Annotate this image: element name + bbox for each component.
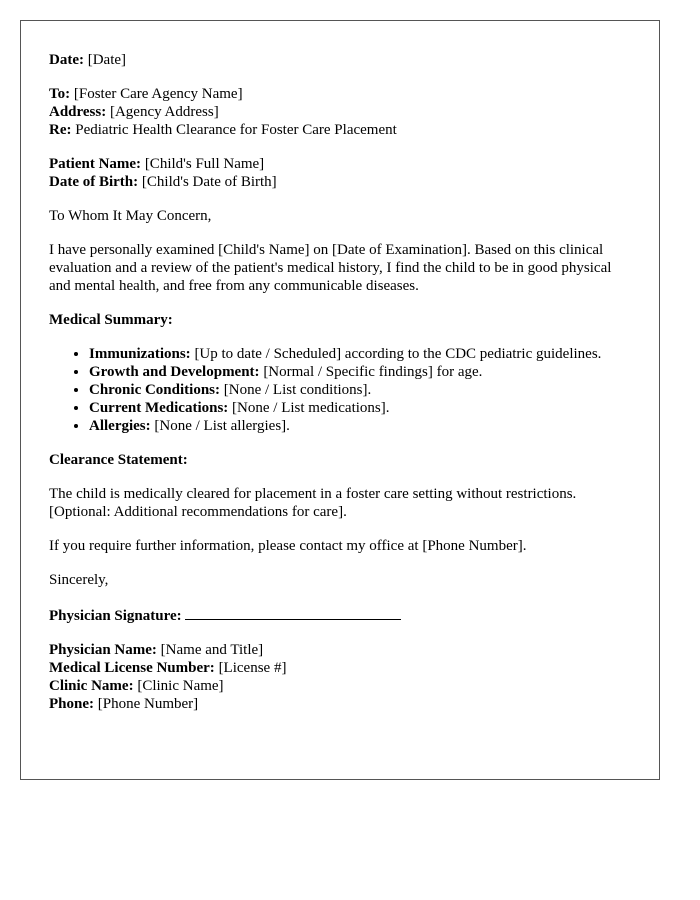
license-value: [License #] bbox=[218, 660, 287, 676]
list-item bbox=[89, 381, 631, 399]
clinic-label: Clinic Name: bbox=[49, 678, 134, 694]
patient-block bbox=[49, 155, 631, 191]
intro-paragraph: I have personally examined [Child's Name] on [Date of Examination]. Based on this clinical evaluation and a review of the patient's medical history, I find the child to be in good physical and mental health, and free from any communicable diseases. bbox=[49, 242, 612, 294]
chronic-label: Chronic Conditions: bbox=[89, 382, 221, 398]
immunizations-label: Immunizations: bbox=[89, 346, 191, 362]
physician-name-label: Physician Name: bbox=[49, 642, 157, 658]
dob-line bbox=[49, 173, 631, 191]
to-label: To: bbox=[49, 86, 71, 102]
growth-label: Growth and Development: bbox=[89, 364, 260, 380]
clearance-heading bbox=[49, 451, 631, 469]
re-value: Pediatric Health Clearance for Foster Care Placement bbox=[75, 122, 397, 138]
address-line bbox=[49, 103, 631, 121]
license-label: Medical License Number: bbox=[49, 660, 215, 676]
allergies-value: [None / List allergies]. bbox=[154, 418, 290, 434]
to-line bbox=[49, 85, 631, 103]
dob-label: Date of Birth: bbox=[49, 174, 139, 190]
patient-name-label: Patient Name: bbox=[49, 156, 142, 172]
physician-name-line bbox=[49, 641, 631, 659]
immunizations-value: [Up to date / Scheduled] according to the CDC pediatric guidelines. bbox=[194, 346, 602, 362]
clearance-paragraph: The child is medically cleared for placement in a foster care setting without restrictions. [Optional: Additional recommendations for care]. bbox=[49, 486, 577, 520]
license-line bbox=[49, 659, 631, 677]
chronic-value: [None / List conditions]. bbox=[223, 382, 372, 398]
patient-name-line bbox=[49, 155, 631, 173]
medical-summary-list bbox=[49, 345, 631, 435]
dob-value: [Child's Date of Birth] bbox=[141, 174, 277, 190]
phone-label: Phone: bbox=[49, 696, 94, 712]
contact-paragraph: If you require further information, please contact my office at [Phone Number]. bbox=[49, 538, 527, 554]
to-value: [Foster Care Agency Name] bbox=[73, 86, 243, 102]
medical-summary-heading bbox=[49, 311, 631, 329]
medical-summary-heading-text: Medical Summary: bbox=[49, 312, 173, 328]
clinic-value: [Clinic Name] bbox=[137, 678, 224, 694]
closing: Sincerely, bbox=[49, 572, 109, 588]
list-item bbox=[89, 417, 631, 435]
physician-name-value: [Name and Title] bbox=[160, 642, 264, 658]
patient-name-value: [Child's Full Name] bbox=[144, 156, 265, 172]
signature-field bbox=[185, 605, 401, 620]
phone-line bbox=[49, 695, 631, 713]
address-value: [Agency Address] bbox=[109, 104, 219, 120]
signature-label: Physician Signature: bbox=[49, 608, 182, 624]
physician-block bbox=[49, 641, 631, 713]
list-item bbox=[89, 399, 631, 417]
salutation: To Whom It May Concern, bbox=[49, 208, 212, 224]
medications-label: Current Medications: bbox=[89, 400, 229, 416]
list-item bbox=[89, 345, 631, 363]
phone-value: [Phone Number] bbox=[97, 696, 199, 712]
address-label: Address: bbox=[49, 104, 107, 120]
letter-page bbox=[20, 20, 660, 780]
clinic-line bbox=[49, 677, 631, 695]
recipient-block bbox=[49, 85, 631, 139]
date-value: [Date] bbox=[87, 52, 127, 68]
clearance-heading-text: Clearance Statement: bbox=[49, 452, 188, 468]
medications-value: [None / List medications]. bbox=[232, 400, 390, 416]
re-label: Re: bbox=[49, 122, 72, 138]
signature-line bbox=[49, 605, 631, 625]
growth-value: [Normal / Specific findings] for age. bbox=[263, 364, 483, 380]
date-label: Date: bbox=[49, 52, 84, 68]
allergies-label: Allergies: bbox=[89, 418, 151, 434]
date-line bbox=[49, 51, 631, 69]
list-item bbox=[89, 363, 631, 381]
re-line bbox=[49, 121, 631, 139]
